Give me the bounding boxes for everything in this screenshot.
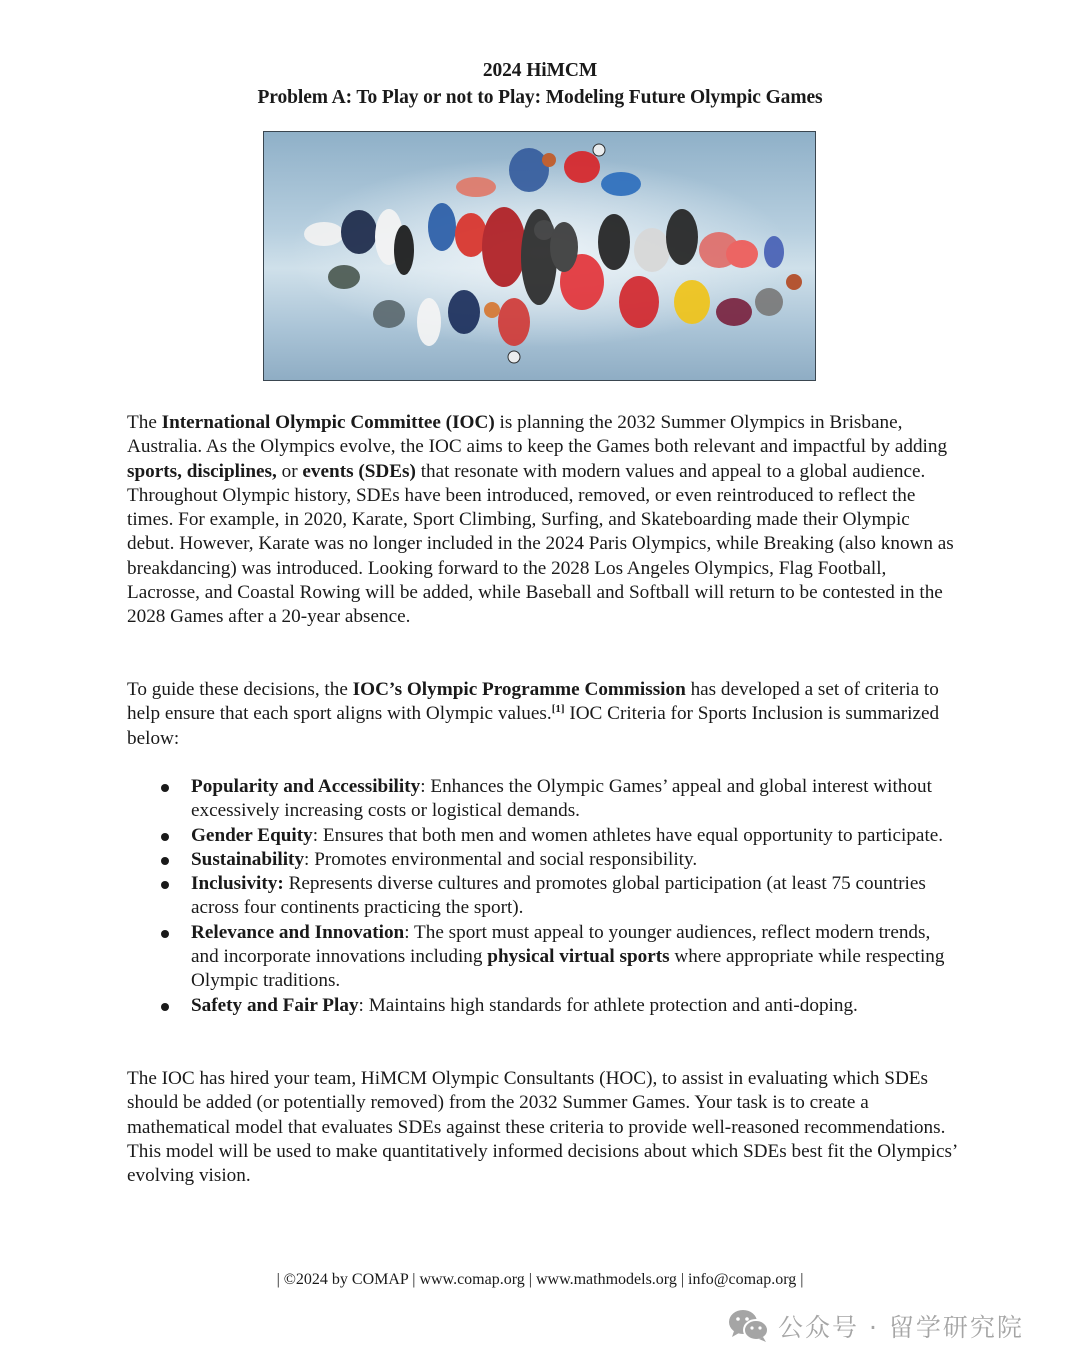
bullet-icon xyxy=(161,930,169,938)
separator: : xyxy=(304,848,315,870)
text-run: The xyxy=(127,412,162,433)
bullet-icon xyxy=(161,857,169,865)
sde-term: events (SDEs) xyxy=(302,460,416,482)
text-run: or xyxy=(276,460,303,482)
criteria-item xyxy=(127,848,957,872)
guide-paragraph xyxy=(127,678,957,751)
commission-term: IOC’s Olympic Programme Commission xyxy=(352,679,686,700)
criteria-text: Enhances the Olympic Games’ appeal and global interest without excessively increasing costs or logistical demands. xyxy=(191,776,932,822)
athletes-collage-illustration xyxy=(264,132,816,381)
document-header xyxy=(0,57,1080,111)
reference-marker[interactable]: [1] xyxy=(551,703,565,716)
document-title: 2024 HiMCM xyxy=(482,60,598,81)
sde-term: sports, disciplines, xyxy=(127,460,277,482)
text-run: IOC Criteria for Sports Inclusion is summarized below: xyxy=(127,703,940,749)
criteria-item xyxy=(127,824,957,848)
criteria-name: Relevance and Innovation xyxy=(191,921,405,943)
separator: : xyxy=(420,776,431,797)
text-run: has developed a set of criteria to help ensure that each sport aligns with Olympic values. xyxy=(127,679,939,725)
ioc-term: International Olympic Committee (IOC) xyxy=(161,412,495,433)
criteria-text: Represents diverse cultures and promotes global participation (at least 75 countries across four continents practicing the sport). xyxy=(191,873,926,919)
criteria-text: Promotes environmental and social responsibility. xyxy=(314,848,698,870)
athletes-collage-image xyxy=(263,131,816,381)
criteria-name: Safety and Fair Play xyxy=(191,994,359,1016)
separator: : xyxy=(404,921,414,943)
criteria-text: The sport must appeal to younger audiences, reflect modern trends, and incorporate innovations including xyxy=(191,921,931,968)
criteria-item xyxy=(127,872,957,921)
text-run: is planning the 2032 Summer Olympics in Brisbane, Australia. As the Olympics evolve, the IOC aims to keep the Games both relevant and impactful by adding xyxy=(127,412,948,458)
separator: : xyxy=(312,824,323,846)
copyright-footer: | ©2024 by COMAP | www.comap.org | www.mathmodels.org | info@comap.org | xyxy=(276,1271,804,1288)
watermark-text: 公众号 · 留学研究院 xyxy=(778,1313,1024,1342)
intro-paragraph xyxy=(127,411,957,630)
criteria-item xyxy=(127,775,957,824)
criteria-list xyxy=(127,775,957,1018)
criteria-text: where appropriate while respecting Olympic traditions. xyxy=(191,946,945,992)
problem-title: Problem A: To Play or not to Play: Modeling Future Olympic Games xyxy=(257,87,823,108)
text-run: To guide these decisions, the xyxy=(127,679,353,700)
criteria-name: Popularity and Accessibility xyxy=(191,776,421,797)
criteria-name: Gender Equity xyxy=(191,824,313,846)
bullet-icon xyxy=(161,1003,169,1011)
bullet-icon xyxy=(161,784,169,792)
bullet-icon xyxy=(161,833,169,841)
wechat-icon xyxy=(728,1309,770,1343)
criteria-text: Ensures that both men and women athletes have equal opportunity to participate. xyxy=(322,824,944,846)
wechat-watermark xyxy=(728,1308,1024,1344)
text-run: that resonate with modern values and appeal to a global audience. Throughout Olympic history, SDEs have been introduced, removed, or even reintroduced to reflect the times. For example, in 2020, Karate, Sport Climbing, Surfing, and Skateboarding made their Olympic debut. However, Karate was no longer included in the 2024 Paris Olympics, while Breaking (also known as breakdancing) was introduced. Looking forward to the 2028 Los Angeles Olympics, Flag Football, Lacrosse, and Coastal Rowing will be added, while Baseball and Softball will return to be contested in the 2028 Games after a 20-year absence. xyxy=(127,460,954,628)
criteria-item xyxy=(127,921,957,994)
criteria-name: Sustainability xyxy=(191,848,305,870)
task-paragraph: The IOC has hired your team, HiMCM Olympic Consultants (HOC), to assist in evaluating which SDEs should be added (or potentially removed) from the 2032 Summer Games. Your task is to create a mathematical model that evaluates SDEs against these criteria to provide well-reasoned recommendations. This model will be used to make quantitatively informed decisions about which SDEs best fit the Olympics’ evolving vision. xyxy=(127,1068,957,1187)
bullet-icon xyxy=(161,881,169,889)
virtual-sports-term: physical virtual sports xyxy=(487,946,670,968)
criteria-item xyxy=(127,994,957,1018)
criteria-name: Inclusivity: xyxy=(191,873,284,895)
separator: : xyxy=(358,994,369,1016)
criteria-text: Maintains high standards for athlete protection and anti-doping. xyxy=(368,994,858,1016)
